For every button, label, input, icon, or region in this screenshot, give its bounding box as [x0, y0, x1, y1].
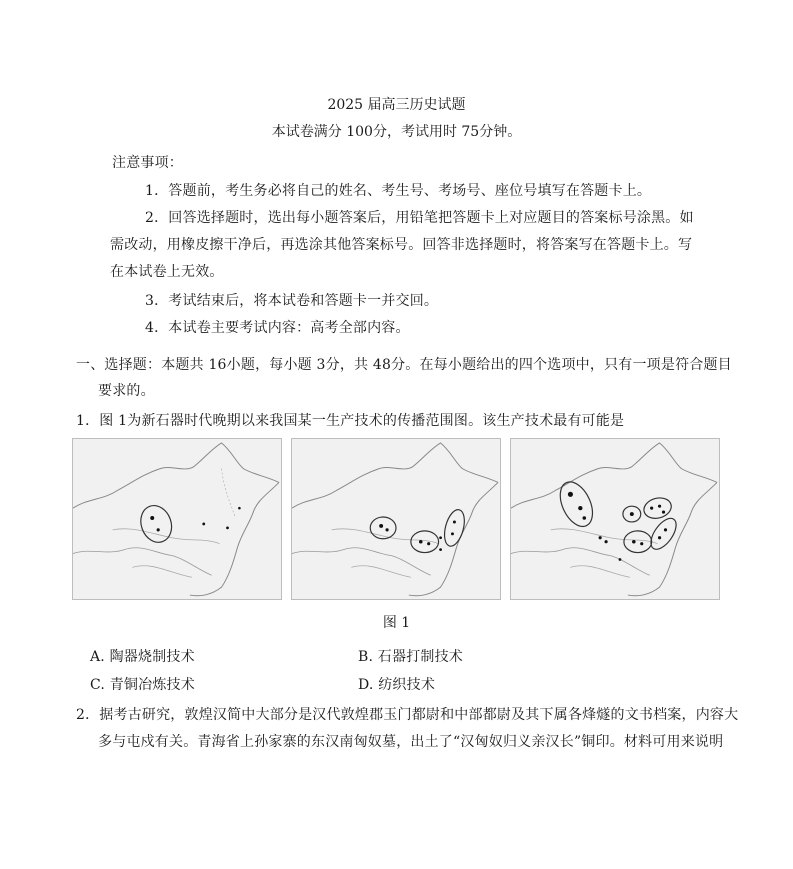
distribution-map-1 — [72, 438, 282, 600]
figure-1-label: 图 1 — [382, 615, 411, 631]
notice-heading: 注意事项： — [112, 155, 183, 171]
section-heading: 一、选择题：本题共 16小题，每小题 3分，共 48分。在每小题给出的四个选项中，只有一项是符合题目 — [76, 357, 732, 373]
notice-item-4: 4．本试卷主要考试内容：高考全部内容。 — [145, 320, 410, 336]
option-d[interactable]: D. 纺织技术 — [358, 677, 436, 693]
exam-info: 本试卷满分 100分，考试用时 75分钟。 — [271, 124, 522, 140]
notice-item-2-cont: 需改动，用橡皮擦干净后，再选涂其他答案标号。回答非选择题时，将答案写在答题卡上。写 — [110, 237, 693, 253]
question-2-stem: 2．据考古研究，敦煌汉简中大部分是汉代敦煌郡玉门都尉和中部都尉及其下属各烽燧的文书档案，内容大 — [76, 707, 739, 723]
question-1-stem: 1．图 1为新石器时代晚期以来我国某一生产技术的传播范围图。该生产技术最有可能是 — [76, 413, 625, 429]
notice-item-2-end: 在本试卷上无效。 — [110, 264, 224, 280]
notice-item-3: 3．考试结束后，将本试卷和答题卡一并交回。 — [145, 293, 439, 309]
figure-1-maps — [72, 438, 720, 600]
distribution-map-2 — [291, 438, 501, 600]
question-2-stem-cont: 多与屯戍有关。青海省上孙家寨的东汉南匈奴墓，出土了“汉匈奴归义亲汉长”铜印。材料可用来说明 — [98, 734, 724, 750]
option-b[interactable]: B. 石器打制技术 — [358, 649, 463, 665]
page-title: 2025 届高三历史试题 — [327, 97, 466, 113]
notice-item-2: 2．回答选择题时，选出每小题答案后，用铅笔把答题卡上对应题目的答案标号涂黑。如 — [145, 210, 694, 226]
option-c[interactable]: C. 青铜冶炼技术 — [90, 677, 195, 693]
section-heading-cont: 要求的。 — [98, 383, 155, 399]
distribution-map-3 — [510, 438, 720, 600]
notice-item-1: 1．答题前，考生务必将自己的姓名、考生号、考场号、座位号填写在答题卡上。 — [145, 183, 652, 199]
option-a[interactable]: A. 陶器烧制技术 — [90, 649, 195, 665]
